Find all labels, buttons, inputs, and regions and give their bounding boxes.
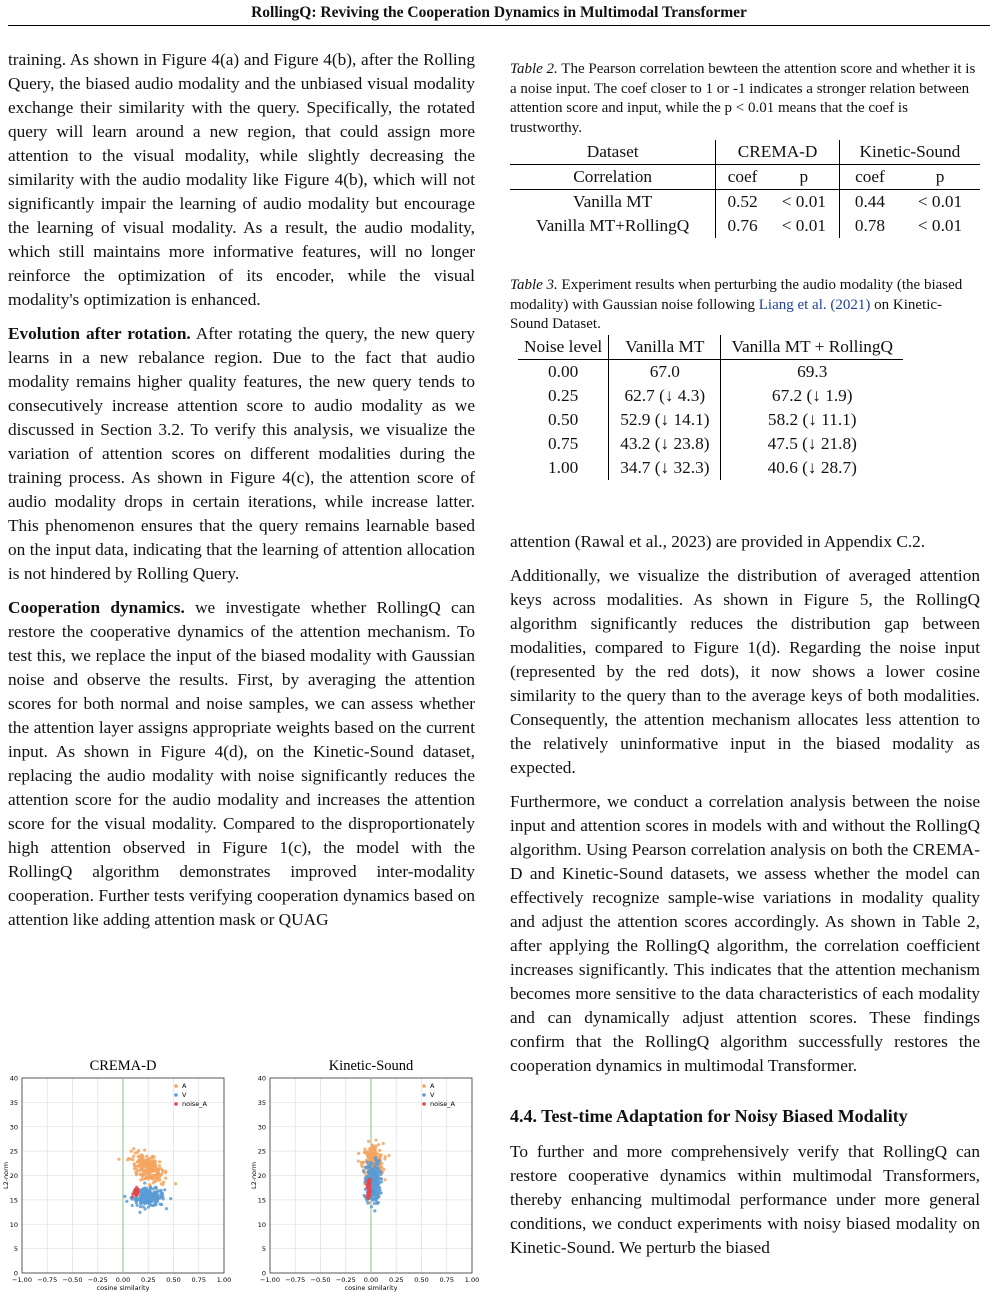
scatter-point	[144, 1207, 147, 1210]
y-tick-label: 20	[257, 1172, 266, 1180]
scatter-point	[383, 1157, 386, 1160]
scatter-point	[367, 1170, 370, 1173]
scatter-point	[149, 1166, 152, 1169]
table-header: Correlation	[573, 167, 652, 186]
scatter-point	[357, 1152, 360, 1155]
table-header: Noise level	[524, 336, 603, 356]
scatter-point	[148, 1202, 151, 1205]
scatter-point	[377, 1159, 380, 1162]
table-row	[510, 214, 980, 238]
scatter-point	[378, 1188, 381, 1191]
scatter-point	[382, 1168, 385, 1171]
table-cell: 0.75	[547, 433, 579, 453]
scatter-point	[154, 1203, 157, 1206]
scatter-point	[137, 1155, 140, 1158]
table-header: CREMA-D	[716, 140, 840, 165]
scatter-point	[158, 1189, 161, 1192]
scatter-point	[148, 1171, 151, 1174]
scatter-point	[159, 1203, 162, 1206]
table-header: Dataset	[586, 142, 639, 161]
scatter-point	[375, 1163, 378, 1166]
left-paragraph-3	[8, 596, 475, 932]
table-2-caption	[510, 60, 980, 138]
table-cell: 58.2 (↓ 11.1)	[721, 408, 903, 432]
table-cell: Vanilla MT	[573, 192, 653, 211]
scatter-point	[379, 1154, 382, 1157]
figure-5	[0, 1050, 480, 1300]
scatter-point	[159, 1167, 162, 1170]
scatter-point	[159, 1192, 162, 1195]
scatter-point	[376, 1191, 379, 1194]
scatter-point	[372, 1192, 375, 1195]
scatter-plot-1	[250, 1058, 479, 1292]
scatter-point	[140, 1193, 143, 1196]
table-3-caption	[510, 276, 980, 335]
x-tick-label: 0.00	[363, 1276, 379, 1284]
table-cell: 0.00	[547, 361, 579, 381]
scatter-point	[164, 1170, 167, 1173]
scatter-point	[143, 1181, 146, 1184]
table-header: Vanilla MT	[609, 335, 721, 360]
scatter-point	[376, 1167, 379, 1170]
y-tick-label: 40	[9, 1074, 18, 1083]
table-cell: < 0.01	[781, 192, 826, 211]
scatter-point	[378, 1149, 381, 1152]
scatter-point	[366, 1184, 369, 1187]
left-paragraph-2	[8, 322, 475, 586]
scatter-point	[133, 1164, 136, 1167]
scatter-point	[136, 1165, 139, 1168]
legend-marker	[174, 1102, 178, 1106]
scatter-point	[148, 1174, 151, 1177]
scatter-point	[134, 1199, 137, 1202]
paragraph-text: we investigate whether RollingQ can restore the cooperative dynamics of the attention mechanism. To test this, we replace the input of the biased modality with Gaussian noise and observe the results. First, by averaging the attention scores for both normal and noise samples, we can assess whether the attention layer assigns appropriate weights based on the current input. As shown in Figure 4(d), on the Kinetic-Sound dataset, replacing the audio modality with noise significantly reduces the attention score for the audio modality and increases the attention score for the visual modality. Compared to the disproportionately high attention observed in Figure 1(c), the model with the RollingQ algorithm demonstrates improved inter-modality cooperation. Further tests verifying cooperation dynamics based on attention like adding attention mask or QUAG	[8, 598, 476, 929]
scatter-point	[154, 1180, 157, 1183]
legend-label: noise_A	[430, 1100, 455, 1108]
table-header: Kinetic-Sound	[839, 140, 980, 165]
scatter-point	[156, 1169, 159, 1172]
x-tick-label: 0.25	[389, 1276, 404, 1284]
table-cell: 0.44	[839, 190, 900, 215]
caption-text: on Kinetic-Sound Dataset.	[510, 296, 943, 332]
scatter-point	[135, 1172, 138, 1175]
x-tick-label: 1.00	[464, 1276, 480, 1284]
scatter-point	[132, 1147, 135, 1150]
right-paragraph-3: To further and more comprehensively verify that RollingQ can restore cooperative dynamics within multimodal Transformers, thereby enhancing multimodal performance under more general conditions, we conduct experiments with noisy biased modality on Kinetic-Sound. We perturb the biased	[510, 1141, 980, 1257]
scatter-point	[377, 1195, 380, 1198]
right-paragraph-1: Additionally, we visualize the distribution of averaged attention keys across modalities. As shown in Figure 5, the RollingQ algorithm significantly reduces the distribution gap between modalities, compared to Figure 1(d). Regarding the noise input (represented by the red dots), it now shows a lower cosine similarity to the query than to the average keys of both modalities. Consequently, the attention mechanism allocates less attention to the relatively uninformative input in the biased modality as expected.	[510, 565, 980, 777]
y-tick-label: 10	[9, 1220, 18, 1229]
scatter-point	[123, 1195, 126, 1198]
table-cell: 62.7 (↓ 4.3)	[609, 384, 721, 408]
table-cell: 0.50	[547, 409, 579, 429]
y-tick-label: 15	[257, 1196, 266, 1205]
right-column	[510, 60, 980, 1270]
table-header: p	[935, 167, 945, 186]
scatter-point	[143, 1201, 146, 1204]
table-cell: 43.2 (↓ 23.8)	[609, 432, 721, 456]
scatter-point	[161, 1183, 164, 1186]
series-V	[123, 1181, 172, 1213]
table-cell: 0.76	[716, 214, 769, 238]
scatter-point	[139, 1173, 142, 1176]
running-header: RollingQ: Reviving the Cooperation Dynamics in Multimodal Transformer	[251, 4, 747, 21]
y-tick-label: 10	[257, 1220, 266, 1229]
paragraph-text: After rotating the query, the new query learns in a new rebalance region. Due to the fact that audio modality remains higher quality features, the new query tends to consecutively increase attention score to audio modality as we discussed in Section 3.2. To verify this analysis, we visualize the variation of attention scores on different modalities during the training process. As shown in Figure 4(c), the attention score of audio modality drops in certain iterations, while increase latter. This phenomenon ensures that the query remains learnable based on the input data, indicating that the learning of attention allocation is not hindered by Rolling Query.	[8, 324, 475, 583]
scatter-point	[379, 1165, 382, 1168]
scatter-point	[150, 1194, 153, 1197]
y-tick-label: 5	[261, 1245, 266, 1254]
legend-marker	[174, 1084, 178, 1088]
scatter-point	[153, 1169, 156, 1172]
scatter-point	[145, 1155, 148, 1158]
y-tick-label: 5	[13, 1245, 18, 1254]
scatter-point	[368, 1178, 371, 1181]
y-tick-label: 15	[9, 1196, 18, 1205]
scatter-point	[149, 1187, 152, 1190]
scatter-point	[139, 1165, 142, 1168]
scatter-point	[379, 1170, 382, 1173]
table-row	[510, 165, 980, 190]
scatter-point	[134, 1151, 137, 1154]
scatter-point	[357, 1159, 360, 1162]
scatter-point	[154, 1197, 157, 1200]
scatter-point	[143, 1170, 146, 1173]
paragraph-heading: Cooperation dynamics.	[8, 598, 185, 617]
scatter-point	[147, 1195, 150, 1198]
scatter-point	[154, 1164, 157, 1167]
scatter-point	[366, 1161, 369, 1164]
caption-text: Experiment results when perturbing the audio modality (the biased modality) with Gaussian noise following	[510, 277, 963, 313]
header-rule	[8, 25, 990, 26]
table-cell: 34.7 (↓ 32.3)	[609, 456, 721, 480]
scatter-point	[368, 1191, 371, 1194]
scatter-point	[366, 1202, 369, 1205]
legend-label: noise_A	[182, 1100, 207, 1108]
table-row	[518, 432, 903, 456]
scatter-point	[363, 1148, 366, 1151]
scatter-point	[374, 1138, 377, 1141]
scatter-point	[140, 1162, 143, 1165]
scatter-point	[126, 1158, 129, 1161]
scatter-point	[374, 1158, 377, 1161]
scatter-point	[130, 1150, 133, 1153]
scatter-point	[131, 1195, 134, 1198]
right-paragraph-2: Furthermore, we conduct a correlation analysis between the noise input and attention scores in models with and without the RollingQ algorithm. Using Pearson correlation analysis on both the CREMA-D and Kinetic-Sound datasets, we assess whether the model can effectively recognize sample-wise variations in modality quality and adjust the attention scores accordingly. As shown in Table 2, after applying the RollingQ algorithm, the correlation coefficient increases significantly. This indicates that the attention mechanism becomes more sensitive to the data characteristics of each modality and can dynamically adjust attention scores. These findings confirm that the RollingQ algorithm successfully restores the cooperation dynamics in multimodal Transformer.	[510, 791, 980, 1075]
plot-title: CREMA-D	[89, 1058, 157, 1074]
scatter-point	[370, 1173, 373, 1176]
legend-label: A	[430, 1082, 435, 1090]
scatter-point	[372, 1184, 375, 1187]
scatter-point	[377, 1143, 380, 1146]
y-tick-label: 0	[261, 1269, 266, 1278]
table-cell: 67.2 (↓ 1.9)	[721, 384, 903, 408]
x-tick-label: −1.00	[12, 1276, 32, 1284]
scatter-point	[383, 1178, 386, 1181]
left-column	[8, 48, 475, 942]
scatter-point	[134, 1190, 137, 1193]
scatter-point	[164, 1177, 167, 1180]
table-row	[518, 384, 903, 408]
scatter-point	[117, 1158, 120, 1161]
scatter-point	[137, 1149, 140, 1152]
scatter-point	[143, 1149, 146, 1152]
scatter-point	[155, 1173, 158, 1176]
scatter-plot-0	[2, 1058, 231, 1292]
scatter-point	[151, 1155, 154, 1158]
scatter-point	[387, 1154, 390, 1157]
scatter-point	[146, 1160, 149, 1163]
x-axis-label: cosine similarity	[96, 1284, 150, 1292]
scatter-point	[374, 1144, 377, 1147]
legend-marker	[422, 1102, 426, 1106]
table-cell: 47.5 (↓ 21.8)	[721, 432, 903, 456]
scatter-figure	[0, 1050, 480, 1300]
scatter-point	[382, 1142, 385, 1145]
table-cell: Vanilla MT+RollingQ	[536, 216, 690, 235]
legend-label: V	[430, 1091, 435, 1099]
scatter-point	[158, 1179, 161, 1182]
table-header: Vanilla MT + RollingQ	[721, 335, 903, 360]
scatter-point	[158, 1160, 161, 1163]
scatter-point	[157, 1194, 160, 1197]
left-paragraph-1: training. As shown in Figure 4(a) and Figure 4(b), after the Rolling Query, the biased audio modality and the unbiased visual modality exchange their similarity with the query. Specifically, the rotated query will learn around a new region, that could assign more attention to the visual modality, while slightly decreasing the similarity with the audio modality like Figure 4(b), which will not significantly impair the learning of audio modality but encourage the learning of visual modality. As a result, the audio modality, which still maintains more informative features, will no longer reinforce the optimization of its encoder, while the visual modality's optimization is enhanced.	[8, 50, 475, 309]
y-tick-label: 35	[9, 1098, 18, 1107]
table-row	[510, 190, 980, 215]
scatter-point	[372, 1199, 375, 1202]
y-axis-label: L2-norm	[2, 1161, 10, 1190]
x-tick-label: −0.50	[310, 1276, 331, 1284]
scatter-point	[139, 1205, 142, 1208]
scatter-point	[139, 1196, 142, 1199]
scatter-point	[143, 1187, 146, 1190]
table-header: coef	[716, 165, 769, 190]
legend-label: V	[182, 1091, 187, 1099]
table-row	[510, 140, 980, 165]
table-row	[518, 408, 903, 432]
legend-marker	[174, 1093, 178, 1097]
scatter-point	[137, 1159, 140, 1162]
scatter-point	[364, 1165, 367, 1168]
caption-label: Table 2.	[510, 61, 558, 77]
scatter-point	[369, 1150, 372, 1153]
scatter-point	[143, 1160, 146, 1163]
scatter-point	[363, 1151, 366, 1154]
x-tick-label: −1.00	[260, 1276, 280, 1284]
y-tick-label: 25	[257, 1147, 266, 1156]
table-row	[518, 456, 903, 480]
series-A	[117, 1147, 177, 1190]
scatter-point	[148, 1191, 151, 1194]
scatter-point	[372, 1170, 375, 1173]
legend-marker	[422, 1093, 426, 1097]
x-tick-label: −0.75	[285, 1276, 306, 1284]
scatter-point	[371, 1143, 374, 1146]
scatter-point	[367, 1155, 370, 1158]
scatter-point	[135, 1168, 138, 1171]
scatter-point	[144, 1198, 147, 1201]
y-axis-label: L2-norm	[250, 1161, 258, 1190]
x-tick-label: 0.75	[439, 1276, 454, 1284]
x-tick-label: 0.00	[115, 1276, 131, 1284]
scatter-point	[158, 1164, 161, 1167]
scatter-point	[139, 1202, 142, 1205]
table-cell: < 0.01	[781, 216, 826, 235]
table-cell: 0.78	[839, 214, 900, 238]
scatter-point	[137, 1198, 140, 1201]
scatter-point	[374, 1173, 377, 1176]
x-axis-label: cosine similarity	[344, 1284, 398, 1292]
scatter-point	[362, 1170, 365, 1173]
table-cell: < 0.01	[917, 192, 963, 211]
scatter-point	[136, 1204, 139, 1207]
table-row	[518, 335, 903, 360]
table-cell: 0.25	[547, 385, 579, 405]
scatter-point	[378, 1182, 381, 1185]
y-tick-label: 30	[257, 1123, 266, 1132]
scatter-point	[152, 1187, 155, 1190]
legend-marker	[422, 1084, 426, 1088]
caption-label: Table 3.	[510, 277, 558, 293]
scatter-point	[138, 1211, 141, 1214]
scatter-point	[377, 1201, 380, 1204]
scatter-point	[144, 1177, 147, 1180]
citation-link[interactable]: Liang et al. (2021)	[758, 296, 871, 313]
scatter-point	[125, 1200, 128, 1203]
table-cell: 69.3	[721, 359, 903, 384]
scatter-point	[374, 1149, 377, 1152]
section-heading: 4.4. Test-time Adaptation for Noisy Biased Modality	[510, 1105, 908, 1126]
right-paragraph-0: attention (Rawal et al., 2023) are provided in Appendix C.2.	[510, 531, 926, 551]
table-cell: 67.0	[609, 359, 721, 384]
table-cell: < 0.01	[917, 216, 963, 235]
y-tick-label: 30	[9, 1123, 18, 1132]
plot-title: Kinetic-Sound	[328, 1058, 414, 1074]
scatter-point	[367, 1140, 370, 1143]
y-tick-label: 35	[257, 1098, 266, 1107]
scatter-point	[369, 1161, 372, 1164]
table-header: p	[799, 167, 809, 186]
scatter-point	[368, 1165, 371, 1168]
y-tick-label: 40	[257, 1074, 266, 1083]
table-row	[518, 359, 903, 384]
scatter-point	[169, 1197, 172, 1200]
legend-label: A	[182, 1082, 187, 1090]
x-tick-label: −0.75	[37, 1276, 58, 1284]
x-tick-label: 0.25	[141, 1276, 156, 1284]
x-tick-label: 0.50	[166, 1276, 181, 1284]
table-cell: 52.9 (↓ 14.1)	[609, 408, 721, 432]
scatter-point	[132, 1155, 135, 1158]
scatter-point	[373, 1209, 376, 1212]
table-header: coef	[839, 165, 900, 190]
scatter-point	[131, 1204, 134, 1207]
table-cell: 1.00	[547, 457, 579, 477]
table-3	[518, 335, 903, 480]
table-2	[510, 140, 980, 238]
scatter-point	[379, 1191, 382, 1194]
y-tick-label: 0	[13, 1269, 18, 1278]
scatter-point	[150, 1177, 153, 1180]
scatter-point	[147, 1199, 150, 1202]
scatter-point	[161, 1170, 164, 1173]
x-tick-label: 0.75	[191, 1276, 206, 1284]
x-tick-label: −0.25	[335, 1276, 356, 1284]
x-tick-label: −0.50	[62, 1276, 83, 1284]
y-tick-label: 20	[9, 1172, 18, 1180]
x-tick-label: −0.25	[87, 1276, 108, 1284]
paragraph-heading: Evolution after rotation.	[8, 324, 191, 343]
y-tick-label: 25	[9, 1147, 18, 1156]
table-cell: 40.6 (↓ 28.7)	[721, 456, 903, 480]
scatter-point	[163, 1188, 166, 1191]
scatter-point	[373, 1177, 376, 1180]
scatter-point	[151, 1204, 154, 1207]
table-cell: 0.52	[716, 190, 769, 215]
scatter-point	[129, 1157, 132, 1160]
scatter-point	[370, 1205, 373, 1208]
scatter-point	[165, 1207, 168, 1210]
x-tick-label: 0.50	[414, 1276, 429, 1284]
caption-text: The Pearson correlation bewteen the attention score and whether it is a noise input. The coef closer to 1 or -1 indicates a stronger relation between attention score and input, while the p < 0.01 means that the coef is trustworthy.	[510, 61, 976, 136]
scatter-point	[362, 1161, 365, 1164]
scatter-point	[380, 1177, 383, 1180]
x-tick-label: 1.00	[216, 1276, 232, 1284]
scatter-point	[361, 1165, 364, 1168]
scatter-point	[151, 1161, 154, 1164]
scatter-point	[140, 1188, 143, 1191]
scatter-point	[368, 1194, 371, 1197]
scatter-point	[174, 1182, 177, 1185]
